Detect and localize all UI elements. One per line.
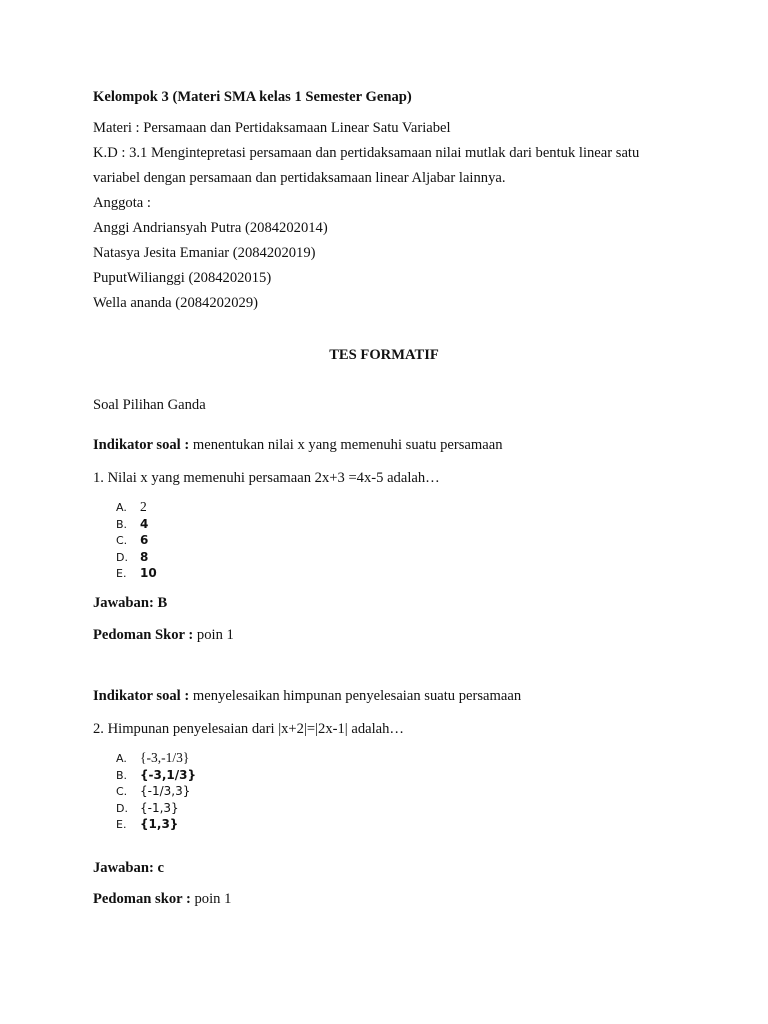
option-text: {-3,-1/3} [140,750,190,765]
options-list-1 [116,499,157,582]
option-text: 4 [140,516,149,531]
option-item [116,499,157,516]
option-letter: B. [116,768,128,782]
indicator-text: menyelesaikan himpunan penyelesaian suatu persamaan [189,688,522,704]
option-letter: E. [116,818,127,832]
option-letter: D. [116,550,128,564]
option-item [116,783,196,800]
question-1: 1. Nilai x yang memenuhi persamaan 2x+3 =4x-5 adalah… [93,470,440,486]
indicator-text: menentukan nilai x yang memenuhi suatu persamaan [189,437,503,453]
option-letter: C. [116,785,128,799]
option-text: 6 [140,533,149,548]
score-text: poin 1 [190,891,232,907]
option-text: {-1,3} [140,800,179,815]
option-item [116,549,157,566]
indicator-label: Indikator soal : [93,437,190,453]
option-letter: A. [116,501,127,514]
options-list-2 [116,750,196,833]
option-letter: E. [116,567,127,581]
member-4: Wella ananda (2084202029) [93,295,258,311]
option-item [116,532,157,549]
indicator-label: Indikator soal : [93,688,190,704]
option-letter: D. [116,801,128,815]
option-text: {-3,1/3} [140,767,197,782]
member-3: PuputWilianggi (2084202015) [93,270,272,286]
score-text: poin 1 [193,627,234,643]
option-letter: C. [116,534,128,548]
option-item [116,800,196,817]
score-label: Pedoman Skor : [93,627,194,643]
document-title: Kelompok 3 (Materi SMA kelas 1 Semester Genap) [93,89,412,105]
answer-2: Jawaban: c [93,860,164,876]
option-text: 10 [140,566,157,581]
option-letter: B. [116,517,128,531]
indicator-1 [93,436,503,454]
score-label: Pedoman skor : [93,891,191,907]
option-text: 8 [140,549,149,564]
score-2 [93,890,231,908]
materi-line: Materi : Persamaan dan Pertidaksamaan Linear Satu Variabel [93,120,451,136]
option-item [116,565,157,582]
option-item [116,516,157,533]
kd-line-1: K.D : 3.1 Mengintepretasi persamaan dan pertidaksamaan nilai mutlak dari bentuk linear satu [93,145,640,161]
indicator-2 [93,687,521,705]
option-item [116,816,196,833]
score-1 [93,626,234,644]
option-text: {-1/3,3} [140,784,191,799]
option-item [116,750,196,767]
member-1: Anggi Andriansyah Putra (2084202014) [93,220,328,236]
answer-1: Jawaban: B [93,595,168,611]
option-text: 2 [140,499,147,514]
option-item [116,767,196,784]
member-2: Natasya Jesita Emaniar (2084202019) [93,245,316,261]
option-letter: A. [116,752,127,765]
kd-line-2: variabel dengan persamaan dan pertidaksamaan linear Aljabar lainnya. [93,170,506,186]
anggota-label: Anggota : [93,195,151,211]
section-title: TES FORMATIF [329,347,439,363]
question-2: 2. Himpunan penyelesaian dari |x+2|=|2x-1| adalah… [93,721,405,737]
option-text: {1,3} [140,817,179,832]
subsection-title: Soal Pilihan Ganda [93,397,206,413]
